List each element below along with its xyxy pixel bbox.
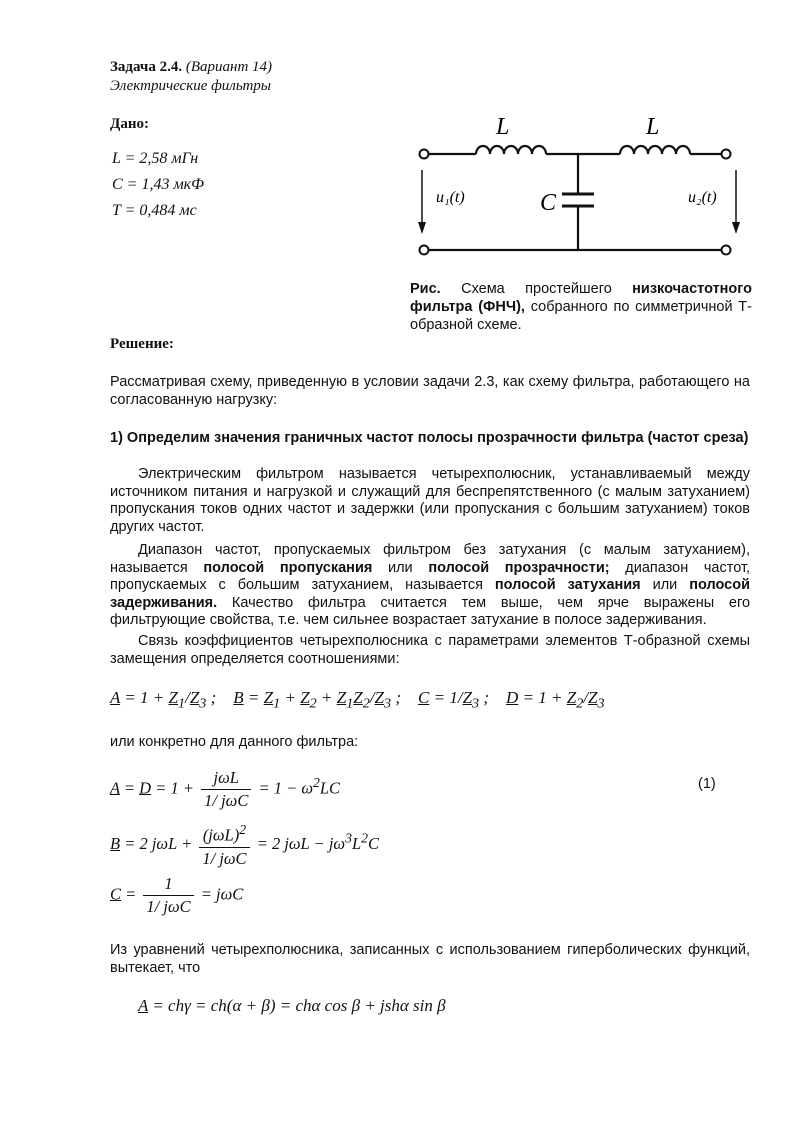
task-subtitle: Электрические фильтры [110, 78, 271, 94]
p2-text-e: диапазон частот, пропускаемых с большим затуханием, называется [110, 559, 751, 593]
label-inductor-right: L [646, 114, 660, 140]
equation-b: B = 2 jωL + $\frac{(j\omega L)^2}{\text{1/ jωC}}$ = 2 $j\omega L - j\omega^3L^2C$ [110, 822, 380, 868]
given-label: Дано: [110, 116, 149, 132]
equation-number: (1) [698, 776, 716, 792]
given-inductance: L = 2,58 мГн [112, 150, 199, 167]
equation-a-d: A = D = 1 + $\frac{\text{jωL}}{\text{1/ jωC}}$ = $1 - \omega^2LC$ [110, 768, 341, 810]
label-capacitor: C [540, 190, 557, 216]
caption-bold: низкочастотного фильтра (ФНЧ), [410, 281, 752, 315]
p2-text-a: Диапазон частот, пропускаемых фильтром без затухания (с малым затуханием), называется [110, 542, 750, 576]
terminal-in-top [420, 150, 429, 159]
caption-prefix: Рис. [410, 281, 441, 297]
task-variant: (Вариант 14) [185, 59, 273, 75]
given-capacitance: C = 1,43 мкФ [112, 176, 205, 193]
term-attenuation-band: полосой затухания [494, 577, 641, 593]
task-number: Задача 2.4. [110, 59, 183, 75]
solution-intro: Рассматривая схему, приведенную в условии задачи 2.3, как схему фильтра, работающего на согласованную нагрузку: [110, 374, 750, 408]
label-u1: u₁(t) [436, 189, 465, 206]
p2-text-g: или [652, 577, 678, 593]
p2-text-c: или [388, 559, 413, 576]
solution-label: Решение: [110, 336, 174, 352]
terminal-in-bottom [420, 246, 429, 255]
equation-abcd-general: $A = 1 + Z_1/Z_3$ ; $B = Z_1 + Z_2 + Z_1Z_2/Z_3$ ; $C = 1/Z_3$ ; $D = 1 + Z_2/Z_3$ [110, 688, 605, 712]
terminal-out-top [722, 150, 731, 159]
caption-text1: Схема простейшего [461, 281, 612, 297]
given-period: T = 0,484 мс [112, 202, 197, 219]
term-passband: полосой пропускания [203, 559, 373, 576]
specific-filter-text: или конкретно для данного фильтра: [110, 734, 359, 750]
caption-text2: собранного по симметричной Т-образной схеме. [410, 299, 752, 333]
term-stop-band: полосой задерживания. [110, 577, 751, 611]
inductor-right [620, 146, 690, 154]
paragraph-bands [110, 542, 750, 630]
paragraph-coefficients: Связь коэффициентов четырехполюсника с параметрами элементов Т-образной схемы замещения определяется соотношениями: [110, 633, 750, 667]
term-transparency-band: полосой прозрачности; [428, 559, 610, 576]
hyperbolic-text: Из уравнений четырехполюсника, записанных с использованием гиперболических функций, вытекает, что [110, 942, 750, 976]
paragraph-filter-definition: Электрическим фильтром называется четырехполюсник, устанавливаемый между источником питания и нагрузкой и служащий для беспрепятственного (с малым затуханием) пропускания токов одних частот и задержки (или пропускания с большим затуханием) токов других частот. [110, 466, 750, 535]
label-inductor-left: L [496, 114, 510, 140]
label-u2: u₂(t) [688, 189, 717, 206]
circuit-diagram [410, 110, 760, 270]
p2-text-i: Качество фильтра считается тем выше, чем ярче выражены его фильтрующие свойства, т.е. чем сильнее возрастает затухание в полосе задерживания. [110, 594, 751, 628]
equation-c: C = $\frac{1}{\text{1/ jωC}}$ = jωC [110, 874, 244, 916]
figure-caption [410, 280, 752, 334]
terminal-out-bottom [722, 246, 731, 255]
inductor-left [476, 146, 546, 154]
step1-heading: 1) Определим значения граничных частот полосы прозрачности фильтра (частот среза) [110, 430, 749, 446]
equation-hyperbolic: A = chγ = ch(α + β) = chα cos β + jshα sin β [138, 996, 446, 1015]
task-title [110, 58, 272, 76]
